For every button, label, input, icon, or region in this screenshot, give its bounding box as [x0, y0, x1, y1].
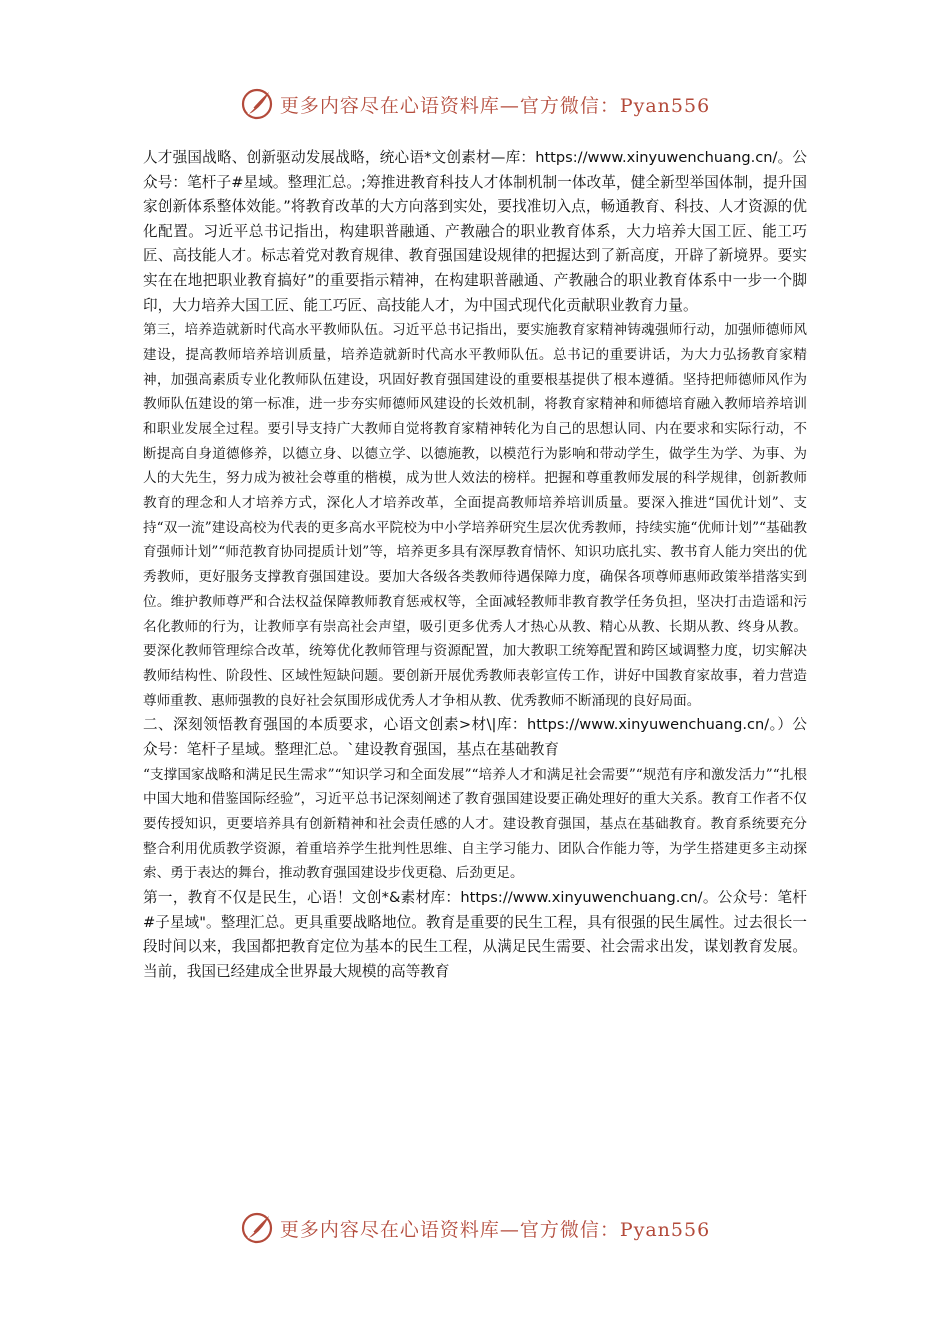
paragraph-2: 第三，培养造就新时代高水平教师队伍。习近平总书记指出，要实施教育家精神铸魂强师行动，加强师德师风建设，提高教师培养培训质量，培养造就新时代高水平教师队伍。总书记的重要讲话，为大力弘扬教育家精神，加强高素质专业化教师队伍建设，巩固好教育强国建设的重要根基提供了根本遵循。坚持把师德师风作为教师队伍建设的第一标准，进一步夯实师德师风建设的长效机制，将教育家精神和师德培育融入教师培养培训和职业发展全过程。要引导支持广大教师自觉将教育家精神转化为自己的思想认同、内在要求和实际行动，不断提高自身道德修养，以德立身、以德立学、以德施教，以模范行为影响和带动学生，做学生为学、为事、为人的大先生，努力成为被社会尊重的楷模，成为世人效法的榜样。把握和尊重教师发展的科学规律，创新教师教育的理念和人才培养方式，深化人才培养改革，全面提高教师培养培训质量。要深入推进“国优计划”、支持“双一流”建设高校为代表的更多高水平院校为中小学培养研究生层次优秀教师，持续实施“优师计划”“基础教育强师计划”“师范教育协同提质计划”等，培养更多具有深厚教育情怀、知识功底扎实、教书育人能力突出的优秀教师，更好服务支撑教育强国建设。要加大各级各类教师待遇保障力度，确保各项尊师惠师政策举措落实到位。维护教师尊严和合法权益保障教师教育惩戒权等，全面减轻教师非教育教学任务负担，坚决打击造谣和污名化教师的行为，让教师享有崇高社会声望，吸引更多优秀人才热心从教、精心从教、长期从教、终身从教。要深化教师管理综合改革，统筹优化教师管理与资源配置，加大教职工统筹配置和跨区域调整力度，切实解决教师结构性、阶段性、区域性短缺问题。要创新开展优秀教师表彰宣传工作，讲好中国教育家故事，着力营造尊师重教、惠师强教的良好社会氛围形成优秀人才争相从教、优秀教师不断涌现的良好局面。 [143, 322, 807, 709]
paragraph-3: “支撑国家战略和满足民生需求”“知识学习和全面发展”“培养人才和满足社会需要”“规范有序和激发活力”“扎根中国大地和借鉴国际经验”，习近平总书记深刻阐述了教育强国建设要正确处理好的重大关系。教育工作者不仅要传授知识，更要培养具有创新精神和社会责任感的人才。建设教育强国，基点在基础教育。教育系统要充分整合利用优质教学资源，着重培养学生批判性思维、自主学习能力、团队合作能力等，为学生搭建更多主动探索、勇于表达的舞台，推动教育强国建设步伐更稳、后劲更足。 [143, 766, 807, 882]
banner-text-bottom: 更多内容尽在心语资料库—官方微信：Pyan556 [279, 1218, 711, 1241]
document-body [143, 146, 807, 984]
section-heading-2: 二、深刻领悟教育强国的本质要求，心语文创素>材\|库：https://www.xinyuwenchuang.cn/。）公众号：笔杆子星域。整理汇总。`建设教育强国，基点在基础教育 [143, 716, 807, 758]
banner-text: 更多内容尽在心语资料库—官方微信：Pyan556 [279, 94, 711, 117]
paragraph-1: 人才强国战略、创新驱动发展战略，统心语*文创素材—库：https://www.xinyuwenchuang.cn/。公众号：笔杆子#星域。整理汇总。;筹推进教育科技人才体制机制一体改革，健全新型举国体制，提升国家创新体系整体效能。”将教育改革的大方向落到实处，要找准切入点，畅通教育、科技、人才资源的优化配置。习近平总书记指出，构建职普融通、产教融合的职业教育体系，大力培养大国工匠、能工巧匠、高技能人才。标志着党对教育规律、教育强国建设规律的把握达到了新高度，开辟了新境界。要实实在在地把职业教育搞好”的重要指示精神，在构建职普融通、产教融合的职业教育体系中一步一个脚印，大力培养大国工匠、能工巧匠、高技能人才，为中国式现代化贡献职业教育力量。 [143, 149, 807, 314]
quill-logo-icon [240, 1211, 274, 1245]
quill-logo-icon [240, 87, 274, 121]
banner-content [240, 87, 710, 121]
header-banner [0, 84, 950, 124]
banner-content-bottom [240, 1211, 710, 1245]
paragraph-4: 第一，教育不仅是民生，心语！文创*&素材库：https://www.xinyuwenchuang.cn/。公众号：笔杆#子星域"。整理汇总。更具重要战略地位。教育是重要的民生工程，具有很强的民生属性。过去很长一段时间以来，我国都把教育定位为基本的民生工程，从满足民生需要、社会需求出发，谋划教育发展。当前，我国已经建成全世界最大规模的高等教育 [143, 889, 807, 980]
footer-banner [0, 1208, 950, 1248]
